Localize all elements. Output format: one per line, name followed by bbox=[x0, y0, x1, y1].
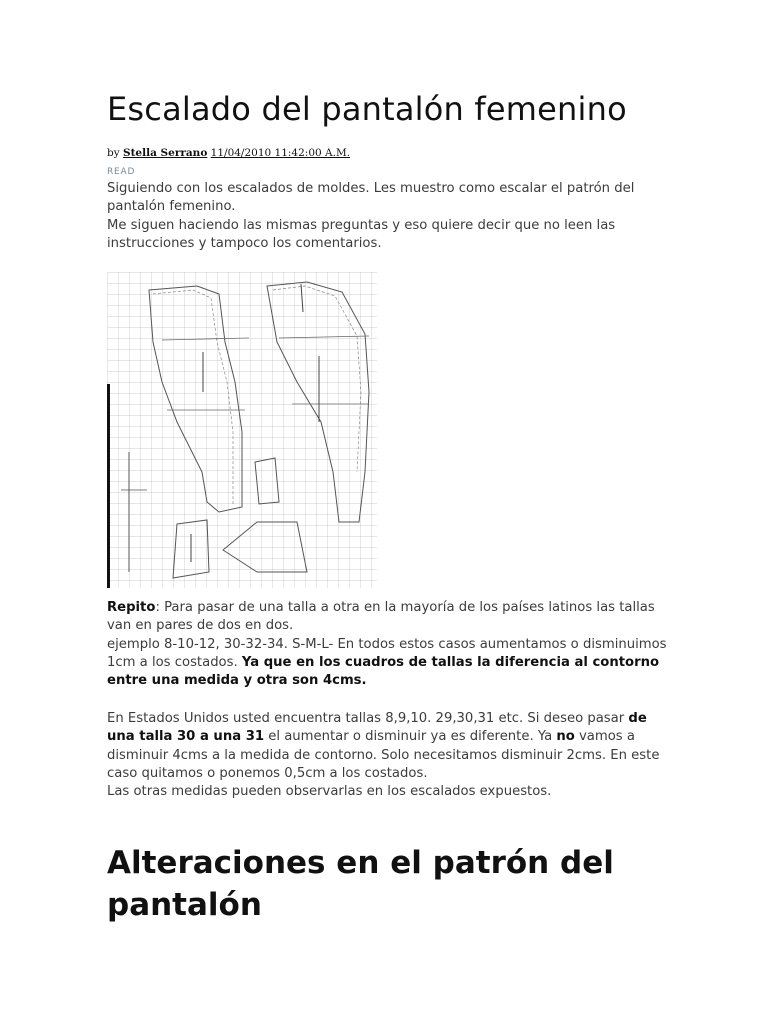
repito-label: Repito bbox=[107, 600, 156, 615]
usa-text-a: En Estados Unidos usted encuentra tallas 8,9,10. 29,30,31 etc. Si deseo pasar bbox=[107, 711, 629, 726]
usa-text-c: el aumentar o disminuir ya es diferente. Ya bbox=[264, 729, 557, 745]
usa-paragraph-1 bbox=[107, 710, 667, 783]
repito-text-1: : Para pasar de una talla a otra en la mayoría de los países latinos las tallas van en pares de dos en dos. bbox=[107, 600, 655, 634]
repito-text bbox=[107, 599, 667, 690]
usa-text-e: vamos a disminuir 4cms a la medida de contorno. Solo necesitamos disminuir 2cms. En este caso quitamos o ponemos 0,5cm a los costados. bbox=[107, 729, 660, 781]
usa-bold-b: de una talla 30 a una 31 bbox=[107, 711, 647, 745]
read-label: READ bbox=[107, 167, 136, 177]
repito-bold: Ya que en los cuadros de tallas la diferencia al contorno entre una medida y otra son 4cms. bbox=[107, 654, 660, 689]
repito-example bbox=[107, 636, 667, 691]
article-title: Escalado del pantalón femenino bbox=[107, 90, 627, 128]
repito-text-2: ejemplo 8-10-12, 30-32-34. S-M-L- En todos estos casos aumentamos o disminuimos 1cm a los costados. bbox=[107, 636, 667, 670]
section-subtitle: Alteraciones en el patrón del pantalón bbox=[107, 845, 614, 923]
intro-text bbox=[107, 180, 667, 253]
usa-bold-d: no bbox=[556, 729, 575, 745]
usa-paragraph-2: Las otras medidas pueden observarlas en los escalados expuestos. bbox=[107, 784, 552, 800]
byline bbox=[107, 147, 350, 159]
pants-pattern-drawing bbox=[107, 272, 377, 588]
author-link[interactable]: Stella Serrano bbox=[123, 147, 208, 159]
intro-paragraph-2: Me siguen haciendo las mismas preguntas y eso quiere decir que no leen las instrucciones y tampoco los comentarios. bbox=[107, 217, 616, 251]
repito-paragraph bbox=[107, 599, 667, 636]
pattern-image bbox=[107, 272, 377, 588]
byline-by: by bbox=[107, 147, 120, 159]
intro-paragraph-1: Siguiendo con los escalados de moldes. Les muestro como escalar el patrón del pantalón femenino. bbox=[107, 181, 635, 215]
date-link[interactable]: 11/04/2010 11:42:00 A.M. bbox=[210, 147, 351, 159]
usa-text bbox=[107, 710, 667, 801]
